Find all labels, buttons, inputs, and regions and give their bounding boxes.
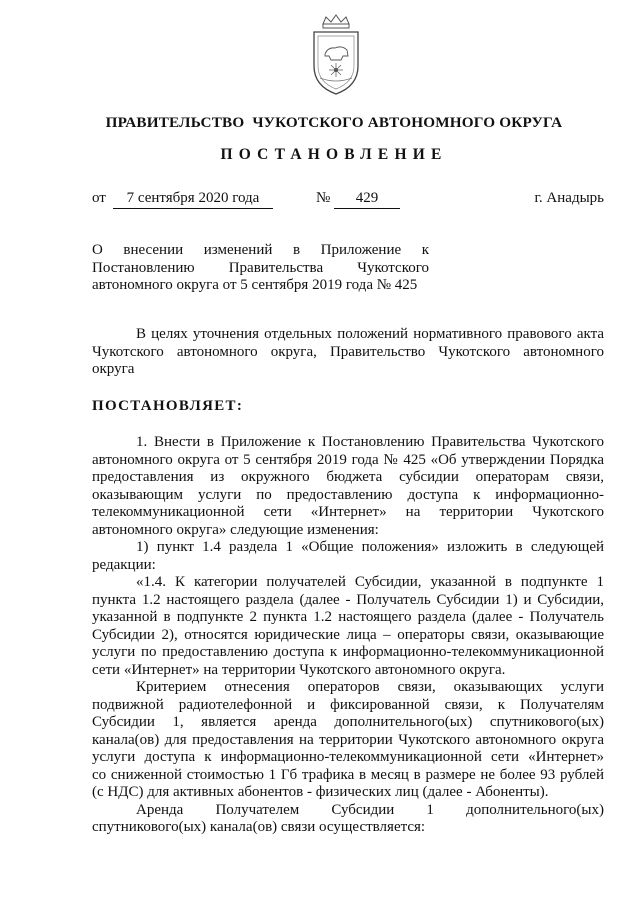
text-line: «1.4. К категории получателей Субсидии, указанной в подпункте 1: [136, 574, 604, 590]
text-line: телекоммуникационной сети «Интернет» на территории Чукотского: [92, 504, 604, 520]
text-line: со сниженной стоимостью 1 Гб трафика в месяц в размере не более 93 рублей: [92, 766, 604, 783]
subject-line: автономного округа от 5 сентября 2019 года № 425: [92, 277, 418, 293]
text-line: (с НДС) для активных абонентов - физических лиц (далее - Абоненты).: [92, 784, 549, 800]
text-line: Субсидии 1, является аренда дополнительного(ых) спутникового(ых): [92, 714, 604, 730]
text-line: Чукотского автономного округа, Правительство Чукотского автономного: [92, 343, 604, 360]
text-line: Субсидии 2), относятся юридические лица – операторы связи, оказывающие: [92, 626, 604, 643]
text-line: пункта 1.2 настоящего раздела (далее - Получатель Субсидии 1) и Субсидии,: [92, 591, 604, 608]
text-line: спутникового(ых) канала(ов) связи осуществляется:: [92, 819, 426, 835]
text-line: автономного округа от 5 сентября 2019 года № 425 «Об утверждении Порядка: [92, 451, 604, 468]
document-meta-row: [92, 190, 604, 210]
text-line: предоставления из окружного бюджета субсидии операторам связи,: [92, 469, 604, 485]
main-text: [92, 434, 604, 837]
date-prefix-label: от: [92, 190, 106, 206]
preamble-paragraph: [92, 326, 604, 379]
text-line: услуги по предоставлению доступа к информационно-телекоммуникационной: [92, 644, 604, 660]
document-subject: [92, 242, 429, 295]
document-date: 7 сентября 2020 года: [113, 190, 273, 209]
document-number: 429: [334, 190, 400, 209]
document-type-title: ПОСТАНОВЛЕНИЕ: [220, 146, 448, 163]
text-line: Аренда Получателем Субсидии 1 дополнительного(ых): [136, 801, 604, 818]
text-line: автономного округа» следующие изменения:: [92, 521, 379, 538]
subject-line: Постановлению Правительства Чукотского: [92, 259, 429, 276]
resolves-heading: ПОСТАНОВЛЯЕТ:: [92, 398, 244, 414]
organization-title: ПРАВИТЕЛЬСТВО ЧУКОТСКОГО АВТОНОМНОГО ОКРУГА: [105, 114, 563, 131]
text-line: округа: [92, 361, 135, 377]
text-line: указанной в подпункте 2 пункта 1.2 настоящего раздела (далее - Получатель: [92, 609, 604, 625]
text-line: услуги доступа к информационно-телекоммуникационной сети «Интернет»: [92, 749, 604, 765]
subject-line: О внесении изменений в Приложение к: [92, 242, 429, 258]
text-line: 1) пункт 1.4 раздела 1 «Общие положения» изложить в следующей: [136, 539, 604, 555]
city-label: г. Анадырь: [534, 190, 604, 206]
text-line: 1. Внести в Приложение к Постановлению Правительства Чукотского: [136, 434, 604, 450]
text-line: Критерием отнесения операторов связи, оказывающих услуги: [136, 679, 604, 695]
text-line: В целях уточнения отдельных положений нормативного правового акта: [136, 326, 604, 342]
number-label: №: [316, 190, 331, 206]
text-line: канала(ов) для предоставления на территории Чукотского автономного округа: [92, 731, 604, 748]
text-line: сети «Интернет» на территории Чукотского автономного округа.: [92, 661, 506, 678]
text-line: редакции:: [92, 556, 156, 573]
text-line: подвижной радиотелефонной и фиксированной связи, к Получателям: [92, 696, 604, 713]
coat-of-arms-icon: [306, 14, 366, 108]
text-line: оказывающим услуги по предоставлению доступа к информационно-: [92, 486, 604, 503]
